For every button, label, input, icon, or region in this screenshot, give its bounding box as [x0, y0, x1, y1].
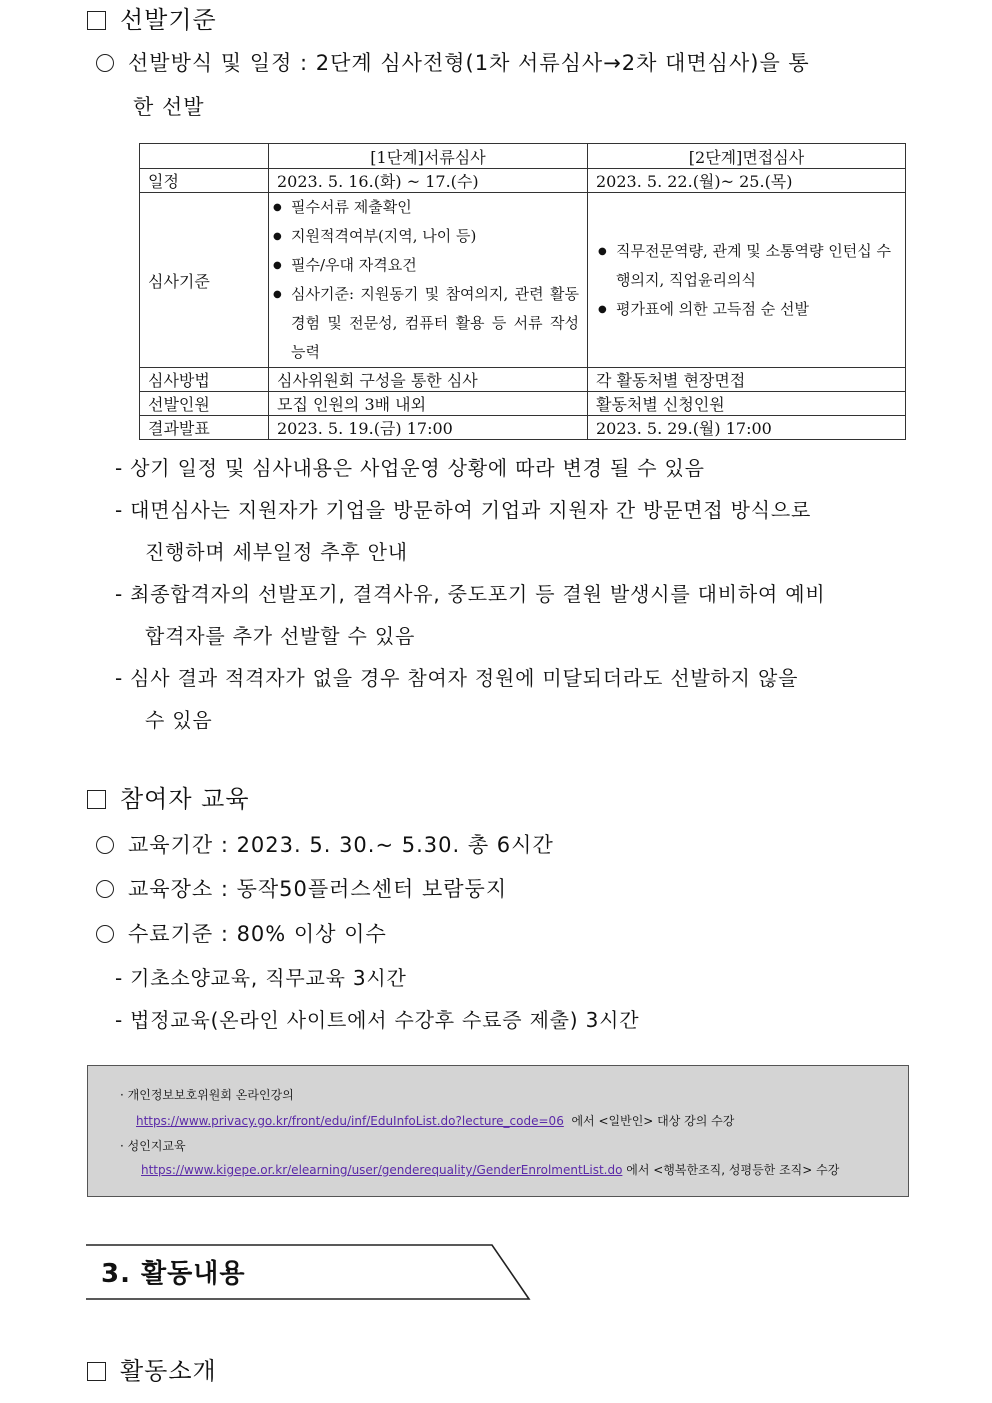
section-heading-intro: 활동소개: [87, 1351, 217, 1386]
info-line-2: https://www.kigepe.or.kr/elearning/user/genderequality/GenderEnrolmentList.do 에서 <행복한조직, 성평등한 조직> 수강: [141, 1163, 840, 1177]
cell-criteria-1: [269, 193, 588, 368]
privacy-link[interactable]: https://www.privacy.go.kr/front/edu/inf/EduInfoList.do?lecture_code=06: [136, 1114, 564, 1128]
row-label-count: 선발인원: [140, 392, 269, 416]
cell-criteria-2: [588, 193, 906, 368]
gender-education-link[interactable]: https://www.kigepe.or.kr/elearning/user/genderequality/GenderEnrolmentList.do: [141, 1163, 623, 1177]
cell-method-2: 각 활동처별 현장면접: [588, 368, 906, 392]
row-label-schedule: 일정: [140, 169, 269, 193]
cell-result-2: 2023. 5. 29.(월) 17:00: [588, 416, 906, 440]
table-corner: [140, 144, 269, 169]
section-heading-selection: 선발기준: [87, 0, 217, 35]
circle-bullet-icon: [96, 836, 114, 854]
education-period: 교육기간 : 2023. 5. 30.~ 5.30. 총 6시간: [96, 823, 554, 867]
list-item: ● 필수서류 제출확인: [269, 193, 579, 222]
list-item: ● 직무전문역량, 관계 및 소통역량 인턴십 수행의지, 직업윤리의식: [594, 237, 897, 295]
cell-schedule-2: 2023. 5. 22.(월)~ 25.(목): [588, 169, 906, 193]
circle-bullet-icon: [96, 880, 114, 898]
note-4: - 심사 결과 적격자가 없을 경우 참여자 정원에 미달되더라도 선발하지 않을: [115, 666, 799, 690]
selection-method-cont: 한 선발: [133, 95, 205, 119]
selection-method: 선발방식 및 일정 : 2단계 심사전형(1차 서류심사→2차 대면심사)을 통: [96, 41, 911, 85]
list-item: ● 필수/우대 자격요건: [269, 251, 579, 280]
checkbox-square-icon: [87, 11, 106, 30]
list-item: ● 심사기준: 지원동기 및 참여의지, 관련 활동 경험 및 전문성, 컴퓨터 활용 등 서류 작성 능력: [269, 280, 579, 367]
checkbox-square-icon: [87, 790, 106, 809]
row-label-result: 결과발표: [140, 416, 269, 440]
note-3: - 최종합격자의 선발포기, 결격사유, 중도포기 등 결원 발생시를 대비하여 예비: [115, 582, 826, 606]
note-3-cont: 합격자를 추가 선발할 수 있음: [145, 624, 416, 648]
col-header-stage2: [2단계]면접심사: [588, 144, 906, 169]
info-title-1: · 개인정보보호위원회 온라인강의: [120, 1088, 294, 1102]
info-line-1: https://www.privacy.go.kr/front/edu/inf/EduInfoList.do?lecture_code=06 에서 <일반인> 대상 강의 수강: [136, 1114, 735, 1128]
cell-method-1: 심사위원회 구성을 통한 심사: [269, 368, 588, 392]
education-place: 교육장소 : 동작50플러스센터 보람둥지: [96, 867, 507, 911]
activity-heading: 3. 활동내용: [101, 1259, 246, 1289]
row-label-method: 심사방법: [140, 368, 269, 392]
cell-count-1: 모집 인원의 3배 내외: [269, 392, 588, 416]
info-title-2: · 성인지교육: [120, 1139, 186, 1153]
info-box: [87, 1065, 909, 1197]
cell-count-2: 활동처별 신청인원: [588, 392, 906, 416]
checkbox-square-icon: [87, 1362, 106, 1381]
note-2-cont: 진행하며 세부일정 추후 안내: [145, 540, 408, 564]
row-label-criteria: 심사기준: [140, 193, 269, 368]
education-sub-2: - 법정교육(온라인 사이트에서 수강후 수료증 제출) 3시간: [115, 1008, 640, 1032]
selection-table: [139, 143, 906, 440]
activity-section-tab: [85, 1244, 531, 1306]
col-header-stage1: [1단계]서류심사: [269, 144, 588, 169]
education-sub-1: - 기초소양교육, 직무교육 3시간: [115, 966, 407, 990]
note-1: - 상기 일정 및 심사내용은 사업운영 상황에 따라 변경 될 수 있음: [115, 456, 705, 480]
cell-schedule-1: 2023. 5. 16.(화) ~ 17.(수): [269, 169, 588, 193]
list-item: ● 지원적격여부(지역, 나이 등): [269, 222, 579, 251]
note-2: - 대면심사는 지원자가 기업을 방문하여 기업과 지원자 간 방문면접 방식으로: [115, 498, 812, 522]
section-heading-education: 참여자 교육: [87, 779, 250, 814]
cell-result-1: 2023. 5. 19.(금) 17:00: [269, 416, 588, 440]
education-criteria: 수료기준 : 80% 이상 이수: [96, 912, 387, 956]
list-item: ● 평가표에 의한 고득점 순 선발: [594, 295, 897, 324]
circle-bullet-icon: [96, 925, 114, 943]
note-4-cont: 수 있음: [145, 708, 213, 732]
circle-bullet-icon: [96, 54, 114, 72]
